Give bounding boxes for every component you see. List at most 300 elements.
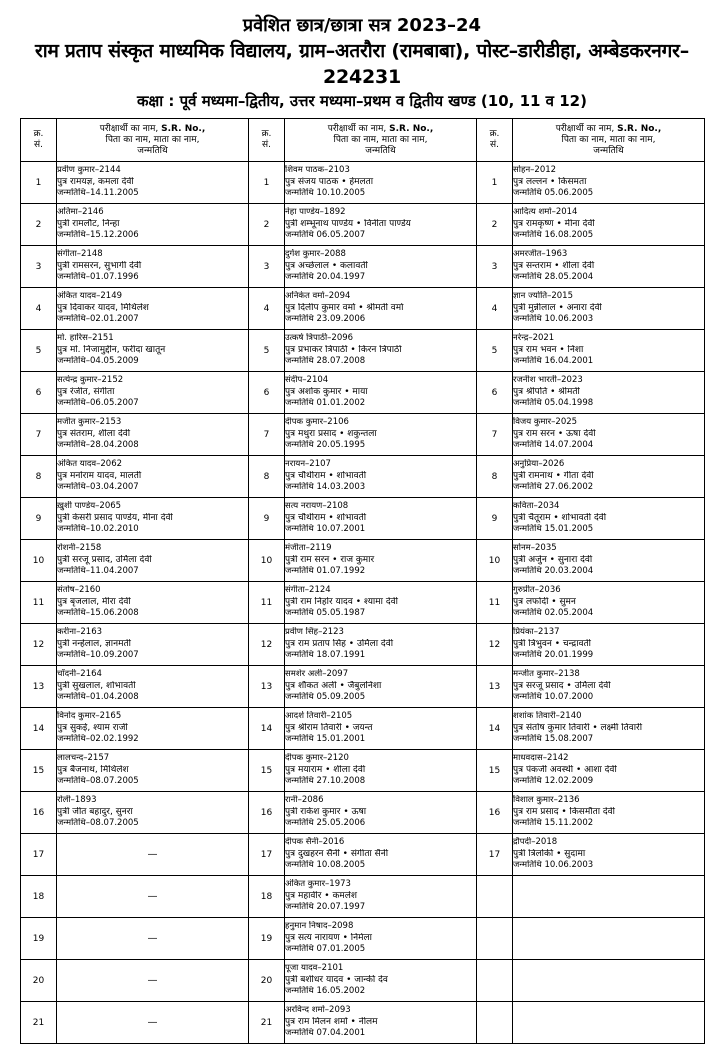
date-of-birth: जन्मतिथि 07.01.2005 [285, 944, 366, 955]
student-name: समशेर अली–2097 [285, 669, 349, 680]
date-of-birth: जन्मतिथि 27.10.2008 [285, 776, 366, 787]
student-name: ज्ञान ज्योति–2015 [513, 291, 573, 302]
student-name: नेहा पाण्डेय–1892 [285, 207, 346, 218]
serial-number: 16 [21, 792, 57, 834]
student-name: संगीता–2124 [285, 585, 331, 596]
serial-number: 5 [21, 330, 57, 372]
empty-entry: — [57, 834, 249, 876]
serial-number: 19 [249, 918, 285, 960]
date-of-birth: जन्मतिथि–28.04.2008 [57, 440, 139, 451]
parent-names: पुत्र श्रीराम तिवारी • जयन्त [285, 722, 373, 733]
parent-names: पुत्र राम सरन • ऊषा देवी [513, 428, 596, 439]
student-entry [285, 834, 477, 876]
parent-names: पुत्री राम निहोर यादव • श्यामा देवी [285, 596, 398, 607]
serial-number: 17 [21, 834, 57, 876]
date-of-birth: जन्मतिथि–10.09.2007 [57, 650, 139, 661]
table-row [21, 960, 705, 1002]
serial-number: 6 [249, 372, 285, 414]
student-name: अतिमा–2146 [57, 207, 104, 218]
student-entry [285, 792, 477, 834]
student-entry [285, 750, 477, 792]
date-of-birth: जन्मतिथि 05.05.1987 [285, 608, 366, 619]
date-of-birth: जन्मतिथि 10.06.2003 [513, 314, 594, 325]
student-name: आदित्य शर्मा–2014 [513, 207, 578, 218]
parent-names: पुत्र बैजनाथ, मिथिलेश [57, 764, 129, 775]
serial-number: 16 [477, 792, 513, 834]
student-entry [285, 960, 477, 1002]
table-row [21, 330, 705, 372]
date-of-birth: जन्मतिथि 16.08.2005 [513, 230, 594, 241]
date-of-birth: जन्मतिथि 10.06.2003 [513, 860, 594, 871]
student-name: दीपक कुमार–2120 [285, 753, 349, 764]
student-name: अरविन्द शर्मा–2093 [285, 1005, 351, 1016]
student-entry [285, 624, 477, 666]
table-row [21, 498, 705, 540]
serial-number: 1 [21, 162, 57, 204]
parent-names: पुत्र मनोराम यादव, मालती [57, 470, 142, 481]
serial-number: 9 [249, 498, 285, 540]
parent-names: पुत्र मयाराम • शीला देवी [285, 764, 366, 775]
student-entry [513, 792, 705, 834]
parent-names: पुत्र संजय पाठक • हेमलता [285, 176, 374, 187]
serial-number: 11 [477, 582, 513, 624]
student-name: मो. हारिस–2151 [57, 333, 114, 344]
table-row [21, 204, 705, 246]
student-name: उत्कर्ष त्रिपाठी–2096 [285, 333, 354, 344]
parent-names: पुत्री मुन्नीलाल • अनारा देवी [513, 302, 602, 313]
serial-number: 5 [477, 330, 513, 372]
date-of-birth: जन्मतिथि 05.06.2005 [513, 188, 594, 199]
date-of-birth: जन्मतिथि 06.05.2007 [285, 230, 366, 241]
date-of-birth: जन्मतिथि 20.01.1999 [513, 650, 594, 661]
serial-number: 18 [21, 876, 57, 918]
date-of-birth: जन्मतिथि 10.08.2005 [285, 860, 366, 871]
parent-names: पुत्री राम सरन • राज कुमार [285, 554, 375, 565]
student-entry [57, 456, 249, 498]
student-entry [513, 708, 705, 750]
serial-number [477, 918, 513, 960]
parent-names: पुत्री रामलौट, निन्हा [57, 218, 120, 229]
serial-number: 14 [21, 708, 57, 750]
serial-number [477, 960, 513, 1002]
student-entry [57, 624, 249, 666]
table-row [21, 1002, 705, 1044]
student-entry [513, 540, 705, 582]
student-name: गुरुप्रीत–2036 [513, 585, 561, 596]
date-of-birth: जन्मतिथि 28.07.2008 [285, 356, 366, 367]
student-name: अंकित यादव–2062 [57, 459, 123, 470]
student-entry [57, 582, 249, 624]
empty-entry: — [57, 1002, 249, 1044]
student-entry [513, 288, 705, 330]
parent-names: पुत्री रामनाथ • गीता देवी [513, 470, 594, 481]
serial-number: 7 [249, 414, 285, 456]
student-name: मंजीता–2119 [285, 543, 332, 554]
student-name: पूजा यादव–2101 [285, 963, 344, 974]
table-row [21, 708, 705, 750]
student-name: कविता–2034 [513, 501, 560, 512]
student-details-header: परीक्षार्थी का नाम, S.R. No., पिता का नाम, माता का नाम, जन्मतिथि [513, 119, 705, 162]
student-name: सत्य नरायण–2108 [285, 501, 349, 512]
date-of-birth: जन्मतिथि–15.12.2006 [57, 230, 139, 241]
class-line: कक्षा : पूर्व मध्यमा–द्वितीय, उत्तर मध्यमा–प्रथम व द्वितीय खण्ड (10, 11 व 12) [137, 92, 587, 110]
parent-names: पुत्र सन्तराम • शीला देवी [513, 260, 595, 271]
date-of-birth: जन्मतिथि 15.11.2002 [513, 818, 594, 829]
student-name: नरेन्द्र–2021 [513, 333, 555, 344]
empty-entry [513, 876, 705, 918]
date-of-birth: जन्मतिथि 20.03.2004 [513, 566, 594, 577]
parent-names: पुत्र दुखहरन सैनी • संगीता सैनी [285, 848, 389, 859]
student-name: ख़ुशी पाण्डेय–2065 [57, 501, 122, 512]
table-row [21, 582, 705, 624]
parent-names: पुत्र रंजीत, संगीता [57, 386, 115, 397]
serial-number: 4 [477, 288, 513, 330]
parent-names: पुत्र लफोदी • सुमन [513, 596, 576, 607]
student-name: अमरजीत–1963 [513, 249, 568, 260]
serial-number [477, 876, 513, 918]
date-of-birth: जन्मतिथि 27.06.2002 [513, 482, 594, 493]
student-entry [285, 456, 477, 498]
date-of-birth: जन्मतिथि–03.04.2007 [57, 482, 139, 493]
student-name: शशांक तिवारी–2140 [513, 711, 582, 722]
student-name: विशाल कुमार–2136 [513, 795, 580, 806]
parent-names: पुत्री जीत बहादुर, सुनरा [57, 806, 133, 817]
date-of-birth: जन्मतिथि 14.07.2004 [513, 440, 594, 451]
serial-number: 8 [249, 456, 285, 498]
serial-number: 10 [477, 540, 513, 582]
serial-number: 12 [477, 624, 513, 666]
parent-names: पुत्र चौथीराम • शोभावती [285, 512, 367, 523]
date-of-birth: जन्मतिथि 10.10.2005 [285, 188, 366, 199]
student-name: हनुमान निषाद–2098 [285, 921, 354, 932]
date-of-birth: जन्मतिथि 18.07.1991 [285, 650, 366, 661]
parent-names: पुत्र मो. निजामुद्दीन, फरीदा खातून [57, 344, 166, 355]
serial-number: 13 [477, 666, 513, 708]
student-name: रानी–2086 [285, 795, 324, 806]
student-name: अनिकेत वर्मा–2094 [285, 291, 351, 302]
serial-number: 3 [249, 246, 285, 288]
serial-number: 11 [21, 582, 57, 624]
student-entry [513, 582, 705, 624]
table-row [21, 750, 705, 792]
table-row [21, 918, 705, 960]
date-of-birth: जन्मतिथि 12.02.2009 [513, 776, 594, 787]
student-entry [513, 414, 705, 456]
serial-number: 20 [21, 960, 57, 1002]
parent-names: पुत्री सुखलाल, शोभावती [57, 680, 136, 691]
table-row [21, 414, 705, 456]
parent-names: पुत्र राम मिलन शर्मा • नीलम [285, 1016, 378, 1027]
student-entry [285, 162, 477, 204]
serial-number: 14 [477, 708, 513, 750]
student-name: सत्येन्द्र कुमार–2152 [57, 375, 124, 386]
serial-number: 9 [21, 498, 57, 540]
table-row [21, 792, 705, 834]
student-name: नरायन–2107 [285, 459, 331, 470]
table-body [21, 162, 705, 1044]
parent-names: पुत्र महावीर • कमलेश [285, 890, 357, 901]
student-entry [57, 498, 249, 540]
student-entry [57, 372, 249, 414]
date-of-birth: जन्मतिथि–01.04.2008 [57, 692, 139, 703]
parent-names: पुत्री शम्भूनाथ पाण्डेय • विनीता पाण्डेय [285, 218, 411, 229]
serial-number: 21 [21, 1002, 57, 1044]
student-name: मन्जीत कुमार–2138 [513, 669, 580, 680]
parent-names: पुत्र राम भवन • निशा [513, 344, 584, 355]
student-entry [57, 750, 249, 792]
serial-number: 3 [21, 246, 57, 288]
student-entry [57, 246, 249, 288]
student-name: संदीप–2104 [285, 375, 329, 386]
student-entry [57, 288, 249, 330]
empty-entry: — [57, 876, 249, 918]
parent-names: पुत्र पंकजी अवस्थी • आशा देवी [513, 764, 617, 775]
student-name: दीपक सैनी–2016 [285, 837, 345, 848]
serial-number: 1 [249, 162, 285, 204]
serial-number: 13 [249, 666, 285, 708]
student-name: रोशनी–2158 [57, 543, 102, 554]
parent-names: पुत्री बशीधर यादव • जान्की देव [285, 974, 388, 985]
parent-names: पुत्र दिवाकर यादव, मिथिलेश [57, 302, 149, 313]
serial-number: 8 [477, 456, 513, 498]
parent-names: पुत्र अच्छेलाल • कलावती [285, 260, 368, 271]
student-name: करीना–2163 [57, 627, 103, 638]
date-of-birth: जन्मतिथि 20.07.1997 [285, 902, 366, 913]
table-row [21, 456, 705, 498]
parent-names: पुत्री चैतूराम • शोभावती देवी [513, 512, 607, 523]
parent-names: पुत्री राकेश कुमार • ऊषा [285, 806, 367, 817]
serial-number: 2 [249, 204, 285, 246]
student-entry [513, 624, 705, 666]
serial-number: 13 [21, 666, 57, 708]
parent-names: पुत्र रामकृष्ण • मीना देवी [513, 218, 595, 229]
student-entry [285, 204, 477, 246]
date-of-birth: जन्मतिथि 14.03.2003 [285, 482, 366, 493]
serial-number: 7 [477, 414, 513, 456]
student-entry [513, 372, 705, 414]
school-name: राम प्रताप संस्कृत माध्यमिक विद्यालय, ग्राम–अतरौरा (रामबाबा), पोस्ट–डारीडीहा, अम्बेडकरनगर–224231 [34, 40, 690, 88]
student-name: विनोद कुमार–2165 [57, 711, 122, 722]
student-entry [285, 330, 477, 372]
table-row [21, 372, 705, 414]
date-of-birth: जन्मतिथि 25.05.2006 [285, 818, 366, 829]
parent-names: पुत्री सरजू प्रसाद, उर्मिला देवी [57, 554, 152, 565]
date-of-birth: जन्मतिथि–15.06.2008 [57, 608, 139, 619]
student-name: प्रियंका–2137 [513, 627, 560, 638]
student-entry [513, 330, 705, 372]
admission-table [20, 118, 705, 1044]
parent-names: पुत्र सरजू प्रसाद • उर्मिला देवी [513, 680, 611, 691]
date-of-birth: जन्मतिथि–04.05.2009 [57, 356, 139, 367]
student-name: सोहन–2012 [513, 165, 557, 176]
parent-names: पुत्र सुकई, श्याम राजी [57, 722, 128, 733]
date-of-birth: जन्मतिथि–02.01.2007 [57, 314, 139, 325]
parent-names: पुत्र राम प्रताप सिंह • उर्मिला देवी [285, 638, 394, 649]
student-entry [285, 288, 477, 330]
date-of-birth: जन्मतिथि 15.01.2001 [285, 734, 366, 745]
serial-number: 10 [21, 540, 57, 582]
table-row [21, 876, 705, 918]
serial-number: 12 [21, 624, 57, 666]
date-of-birth: जन्मतिथि 05.09.2005 [285, 692, 366, 703]
parent-names: पुत्री त्रिलोकी • सुदामा [513, 848, 586, 859]
serial-number: 19 [21, 918, 57, 960]
student-name: विजय कुमार–2025 [513, 417, 578, 428]
student-entry [513, 456, 705, 498]
date-of-birth: जन्मतिथि–06.05.2007 [57, 398, 139, 409]
student-name: आदर्श तिवारी–2105 [285, 711, 353, 722]
date-of-birth: जन्मतिथि–14.11.2005 [57, 188, 139, 199]
date-of-birth: जन्मतिथि 23.09.2006 [285, 314, 366, 325]
serial-number: 11 [249, 582, 285, 624]
serial-number: 1 [477, 162, 513, 204]
student-entry [285, 666, 477, 708]
student-entry [57, 666, 249, 708]
table-row [21, 666, 705, 708]
date-of-birth: जन्मतिथि 20.05.1995 [285, 440, 366, 451]
date-of-birth: जन्मतिथि 20.04.1997 [285, 272, 366, 283]
student-entry [285, 372, 477, 414]
student-name: माधवदास–2142 [513, 753, 569, 764]
date-of-birth: जन्मतिथि–02.02.1992 [57, 734, 139, 745]
date-of-birth: जन्मतिथि 16.04.2001 [513, 356, 594, 367]
student-entry [57, 708, 249, 750]
parent-names: पुत्र प्रभाकर त्रिपाठी • किरन त्रिपाठी [285, 344, 402, 355]
parent-names: पुत्री त्रिभुवन • चन्द्रावती [513, 638, 591, 649]
student-entry [57, 792, 249, 834]
parent-names: पुत्र संतराम, शीला देवी [57, 428, 131, 439]
student-entry [285, 246, 477, 288]
student-entry [285, 414, 477, 456]
date-of-birth: जन्मतिथि–08.07.2005 [57, 818, 139, 829]
student-name: रजनीश भारती–2023 [513, 375, 583, 386]
student-name: प्रवीण कुमार–2144 [57, 165, 121, 176]
student-entry [513, 162, 705, 204]
serial-number: 6 [21, 372, 57, 414]
parent-names: पुत्र संतोष कुमार तिवारी • लक्ष्मी तिवारी [513, 722, 643, 733]
serial-number: 8 [21, 456, 57, 498]
serial-number: 2 [477, 204, 513, 246]
student-entry [57, 204, 249, 246]
date-of-birth: जन्मतिथि–08.07.2005 [57, 776, 139, 787]
serial-number: 4 [21, 288, 57, 330]
date-of-birth: जन्मतिथि 01.07.1992 [285, 566, 366, 577]
parent-names: पुत्र सत्य नारायण • निर्मला [285, 932, 372, 943]
date-of-birth: जन्मतिथि 15.01.2005 [513, 524, 594, 535]
date-of-birth: जन्मतिथि 07.04.2001 [285, 1028, 366, 1039]
student-name: द्रौपदी–2018 [513, 837, 558, 848]
serial-number: 10 [249, 540, 285, 582]
parent-names: पुत्र शौकत अली • जैबुलनिशा [285, 680, 382, 691]
student-entry [513, 666, 705, 708]
date-of-birth: जन्मतिथि–11.04.2007 [57, 566, 139, 577]
serial-number: 17 [249, 834, 285, 876]
student-name: संतोष–2160 [57, 585, 101, 596]
empty-entry: — [57, 960, 249, 1002]
serial-number: 7 [21, 414, 57, 456]
student-entry [285, 876, 477, 918]
table-row [21, 162, 705, 204]
sn-header: क्र. सं. [21, 119, 57, 162]
parent-names: पुत्र राम प्रसाद • किसमौता देवी [513, 806, 616, 817]
student-entry [57, 330, 249, 372]
serial-number: 4 [249, 288, 285, 330]
student-entry [513, 834, 705, 876]
student-details-header: परीक्षार्थी का नाम, S.R. No., पिता का नाम, माता का नाम, जन्मतिथि [57, 119, 249, 162]
student-entry [513, 498, 705, 540]
student-entry [285, 498, 477, 540]
student-name: मजीत कुमार–2153 [57, 417, 122, 428]
parent-names: पुत्र श्रीपति • श्रीमती [513, 386, 580, 397]
serial-number: 3 [477, 246, 513, 288]
student-entry [57, 162, 249, 204]
date-of-birth: जन्मतिथि 02.05.2004 [513, 608, 594, 619]
table-row [21, 540, 705, 582]
sn-header: क्र. सं. [477, 119, 513, 162]
student-name: अनुप्रिया–2026 [513, 459, 565, 470]
serial-number: 18 [249, 876, 285, 918]
serial-number: 20 [249, 960, 285, 1002]
student-name: सोनम–2035 [513, 543, 557, 554]
student-details-header: परीक्षार्थी का नाम, S.R. No., पिता का नाम, माता का नाम, जन्मतिथि [285, 119, 477, 162]
student-entry [285, 1002, 477, 1044]
serial-number: 5 [249, 330, 285, 372]
student-name: दीपक कुमार–2106 [285, 417, 349, 428]
serial-number: 21 [249, 1002, 285, 1044]
date-of-birth: जन्मतिथि 28.05.2004 [513, 272, 594, 283]
date-of-birth: जन्मतिथि–01.07.1996 [57, 272, 139, 283]
serial-number: 16 [249, 792, 285, 834]
serial-number: 12 [249, 624, 285, 666]
date-of-birth: जन्मतिथि 15.08.2007 [513, 734, 594, 745]
student-entry [513, 204, 705, 246]
empty-entry [513, 960, 705, 1002]
parent-names: पुत्र रामयज्ञ, कमला देवी [57, 176, 134, 187]
empty-entry [513, 918, 705, 960]
student-entry [513, 750, 705, 792]
student-name: शिवम पाठक–2103 [285, 165, 350, 176]
empty-entry [513, 1002, 705, 1044]
student-name: प्रवीण सिंह–2123 [285, 627, 344, 638]
serial-number: 2 [21, 204, 57, 246]
table-row [21, 246, 705, 288]
page-title: प्रवेशित छात्र/छात्रा सत्र 2023–24 [242, 15, 482, 36]
parent-names: पुत्र दिलीप कुमार वर्मा • श्रीमती वर्मा [285, 302, 404, 313]
parent-names: पुत्र लल्लन • किसमता [513, 176, 587, 187]
student-name: संगीता–2148 [57, 249, 103, 260]
date-of-birth: जन्मतिथि 16.05.2002 [285, 986, 366, 997]
serial-number: 15 [477, 750, 513, 792]
serial-number: 9 [477, 498, 513, 540]
serial-number [477, 1002, 513, 1044]
student-entry [57, 414, 249, 456]
parent-names: पुत्री नन्हेलाल, ज्ञानमती [57, 638, 131, 649]
parent-names: पुत्री अर्जुन • सुनारा देवी [513, 554, 593, 565]
student-name: अंकित यादव–2149 [57, 291, 123, 302]
empty-entry: — [57, 918, 249, 960]
parent-names: पुत्र अशोक कुमार • माया [285, 386, 368, 397]
student-entry [285, 540, 477, 582]
serial-number: 14 [249, 708, 285, 750]
student-entry [285, 918, 477, 960]
student-name: लालचन्द–2157 [57, 753, 110, 764]
date-of-birth: जन्मतिथि 10.07.2001 [285, 524, 366, 535]
date-of-birth: जन्मतिथि 05.04.1998 [513, 398, 594, 409]
student-entry [285, 708, 477, 750]
student-name: दुर्गेश कुमार–2088 [285, 249, 346, 260]
parent-names: पुत्र चौथीराम • शोभावती [285, 470, 367, 481]
serial-number: 17 [477, 834, 513, 876]
